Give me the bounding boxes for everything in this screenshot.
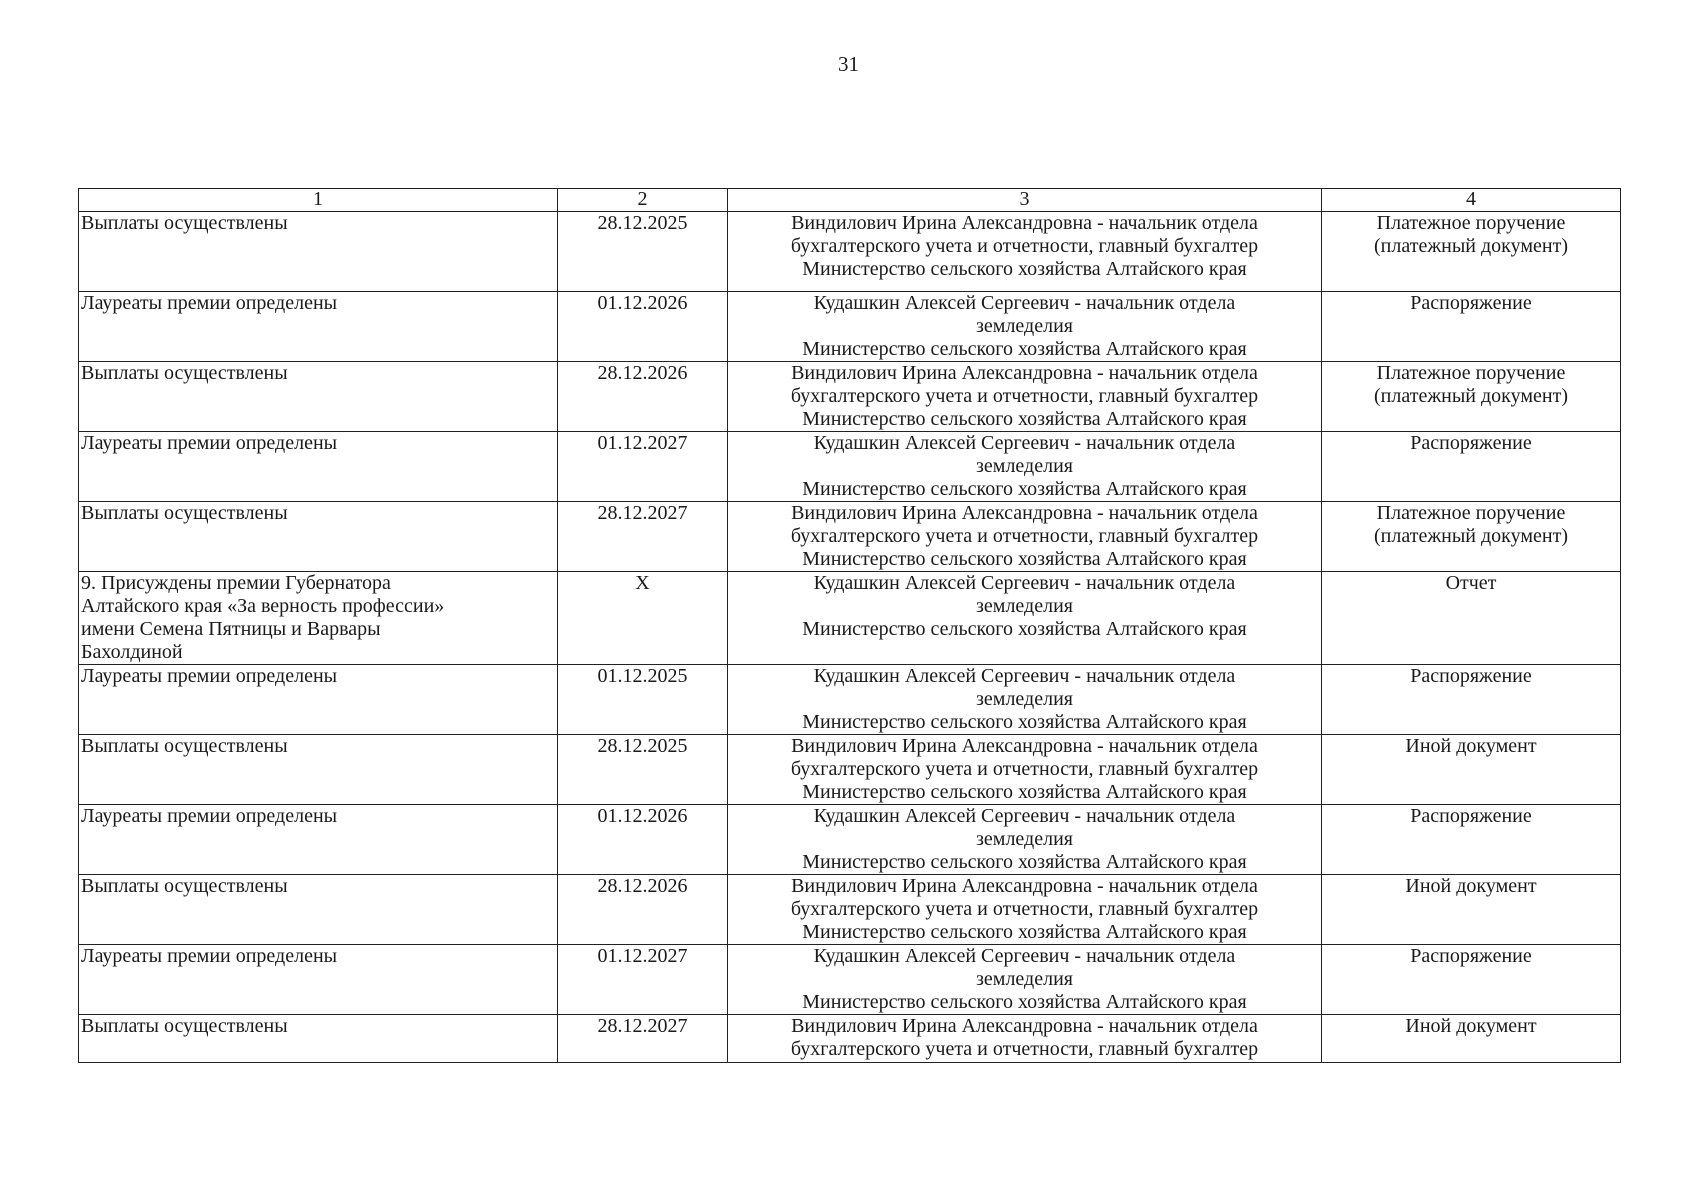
date-cell: 28.12.2025 bbox=[558, 212, 728, 292]
date-cell: 28.12.2027 bbox=[558, 1015, 728, 1063]
event-text: Бахолдиной bbox=[81, 641, 183, 663]
responsible-cell bbox=[728, 945, 1322, 1015]
table-row bbox=[79, 805, 1621, 875]
document-cell bbox=[1322, 432, 1621, 502]
column-header-1: 1 bbox=[79, 189, 558, 212]
event-text: Лауреаты премии определены bbox=[81, 945, 338, 967]
event-text: Лауреаты премии определены bbox=[81, 432, 338, 454]
responsible-text: Кудашкин Алексей Сергеевич - начальник отдела bbox=[813, 805, 1236, 827]
document-cell bbox=[1322, 735, 1621, 805]
document-text: Платежное поручение bbox=[1376, 212, 1566, 234]
table-row bbox=[79, 432, 1621, 502]
event-text: Лауреаты премии определены bbox=[81, 665, 338, 687]
responsible-text: Министерство сельского хозяйства Алтайского края bbox=[802, 478, 1247, 500]
event-text: Выплаты осуществлены bbox=[81, 875, 288, 897]
event-text: Выплаты осуществлены bbox=[81, 502, 288, 524]
responsible-text: Министерство сельского хозяйства Алтайского края bbox=[802, 258, 1247, 280]
event-cell bbox=[79, 292, 558, 362]
date-cell: 01.12.2027 bbox=[558, 432, 728, 502]
document-text: Иной документ bbox=[1405, 735, 1537, 757]
responsible-text: Виндилович Ирина Александровна - начальник отдела bbox=[791, 502, 1258, 524]
document-cell bbox=[1322, 1015, 1621, 1063]
responsible-text: Виндилович Ирина Александровна - начальник отдела bbox=[791, 1015, 1258, 1037]
table-row bbox=[79, 572, 1621, 665]
responsible-text: земледелия bbox=[976, 688, 1073, 710]
responsible-cell bbox=[728, 432, 1322, 502]
responsible-cell bbox=[728, 502, 1322, 572]
document-cell bbox=[1322, 665, 1621, 735]
date-cell: X bbox=[558, 572, 728, 665]
responsible-cell bbox=[728, 572, 1322, 665]
document-text: Распоряжение bbox=[1410, 805, 1532, 827]
event-cell bbox=[79, 572, 558, 665]
document-text: Иной документ bbox=[1405, 875, 1537, 897]
responsible-text: Кудашкин Алексей Сергеевич - начальник отдела bbox=[813, 572, 1236, 594]
date-cell: 01.12.2026 bbox=[558, 805, 728, 875]
responsible-text: земледелия bbox=[976, 595, 1073, 617]
document-text: (платежный документ) bbox=[1374, 525, 1568, 547]
table-row bbox=[79, 502, 1621, 572]
date-cell: 01.12.2026 bbox=[558, 292, 728, 362]
event-cell bbox=[79, 735, 558, 805]
document-cell bbox=[1322, 805, 1621, 875]
responsible-text: Министерство сельского хозяйства Алтайского края bbox=[802, 851, 1247, 873]
column-header-4: 4 bbox=[1322, 189, 1621, 212]
event-text: Лауреаты премии определены bbox=[81, 805, 338, 827]
document-cell bbox=[1322, 502, 1621, 572]
responsible-text: Виндилович Ирина Александровна - начальник отдела bbox=[791, 212, 1258, 234]
document-cell bbox=[1322, 292, 1621, 362]
responsible-text: бухгалтерского учета и отчетности, главный бухгалтер bbox=[790, 898, 1259, 920]
document-text: Распоряжение bbox=[1410, 432, 1532, 454]
event-text: Алтайского края «За верность профессии» bbox=[81, 595, 445, 617]
event-text: Лауреаты премии определены bbox=[81, 292, 338, 314]
table-row bbox=[79, 945, 1621, 1015]
document-text: Платежное поручение bbox=[1376, 362, 1566, 384]
responsible-cell bbox=[728, 1015, 1322, 1063]
responsible-text: бухгалтерского учета и отчетности, главный бухгалтер bbox=[790, 235, 1259, 257]
event-cell bbox=[79, 945, 558, 1015]
responsible-text: Министерство сельского хозяйства Алтайского края bbox=[802, 711, 1247, 733]
responsible-text: Кудашкин Алексей Сергеевич - начальник отдела bbox=[813, 432, 1236, 454]
responsible-text: Кудашкин Алексей Сергеевич - начальник отдела bbox=[813, 945, 1236, 967]
event-cell bbox=[79, 665, 558, 735]
event-text: 9. Присуждены премии Губернатора bbox=[81, 572, 391, 594]
table-row bbox=[79, 212, 1621, 292]
responsible-text: Кудашкин Алексей Сергеевич - начальник отдела bbox=[813, 665, 1236, 687]
date-cell: 28.12.2025 bbox=[558, 735, 728, 805]
responsible-text: Министерство сельского хозяйства Алтайского края bbox=[802, 408, 1247, 430]
date-cell: 01.12.2025 bbox=[558, 665, 728, 735]
responsible-text: Министерство сельского хозяйства Алтайского края bbox=[802, 991, 1247, 1013]
page-number: 31 bbox=[838, 52, 859, 76]
responsible-text: бухгалтерского учета и отчетности, главный бухгалтер bbox=[790, 385, 1259, 407]
responsible-text: Министерство сельского хозяйства Алтайского края bbox=[802, 921, 1247, 943]
document-cell bbox=[1322, 212, 1621, 292]
responsible-text: Кудашкин Алексей Сергеевич - начальник отдела bbox=[813, 292, 1236, 314]
event-text: Выплаты осуществлены bbox=[81, 362, 288, 384]
event-cell bbox=[79, 362, 558, 432]
responsible-text: Министерство сельского хозяйства Алтайского края bbox=[802, 781, 1247, 803]
table-row bbox=[79, 665, 1621, 735]
responsible-cell bbox=[728, 292, 1322, 362]
document-cell bbox=[1322, 572, 1621, 665]
event-text: Выплаты осуществлены bbox=[81, 1015, 288, 1037]
column-header-2: 2 bbox=[558, 189, 728, 212]
responsible-cell bbox=[728, 665, 1322, 735]
event-cell bbox=[79, 1015, 558, 1063]
header-row bbox=[79, 189, 1621, 212]
responsible-cell bbox=[728, 875, 1322, 945]
document-cell bbox=[1322, 362, 1621, 432]
table-row bbox=[79, 735, 1621, 805]
table-row bbox=[79, 292, 1621, 362]
responsible-text: Министерство сельского хозяйства Алтайского края bbox=[802, 338, 1247, 360]
document-text: Иной документ bbox=[1405, 1015, 1537, 1037]
table-row bbox=[79, 1015, 1621, 1063]
responsible-text: Виндилович Ирина Александровна - начальник отдела bbox=[791, 875, 1258, 897]
responsible-text: земледелия bbox=[976, 315, 1073, 337]
responsible-text: Виндилович Ирина Александровна - начальник отдела bbox=[791, 362, 1258, 384]
responsible-cell bbox=[728, 735, 1322, 805]
responsible-text: бухгалтерского учета и отчетности, главный бухгалтер bbox=[790, 758, 1259, 780]
responsible-text: земледелия bbox=[976, 455, 1073, 477]
document-text: Распоряжение bbox=[1410, 945, 1532, 967]
event-cell bbox=[79, 212, 558, 292]
event-cell bbox=[79, 432, 558, 502]
document-text: (платежный документ) bbox=[1374, 385, 1568, 407]
event-text: Выплаты осуществлены bbox=[81, 735, 288, 757]
responsible-text: Виндилович Ирина Александровна - начальник отдела bbox=[791, 735, 1258, 757]
column-header-3: 3 bbox=[728, 189, 1322, 212]
document-text: Распоряжение bbox=[1410, 665, 1532, 687]
event-cell bbox=[79, 805, 558, 875]
responsible-text: земледелия bbox=[976, 968, 1073, 990]
responsible-text: земледелия bbox=[976, 828, 1073, 850]
event-text: Выплаты осуществлены bbox=[81, 212, 288, 234]
responsible-cell bbox=[728, 362, 1322, 432]
date-cell: 28.12.2026 bbox=[558, 875, 728, 945]
date-cell: 28.12.2026 bbox=[558, 362, 728, 432]
event-cell bbox=[79, 875, 558, 945]
responsible-cell bbox=[728, 212, 1322, 292]
plan-table bbox=[78, 188, 1621, 1063]
responsible-text: бухгалтерского учета и отчетности, главный бухгалтер bbox=[790, 525, 1259, 547]
date-cell: 01.12.2027 bbox=[558, 945, 728, 1015]
responsible-text: бухгалтерского учета и отчетности, главный бухгалтер bbox=[790, 1038, 1259, 1060]
responsible-cell bbox=[728, 805, 1322, 875]
document-cell bbox=[1322, 875, 1621, 945]
document-text: Платежное поручение bbox=[1376, 502, 1566, 524]
document-text: Отчет bbox=[1445, 572, 1497, 594]
document-text: Распоряжение bbox=[1410, 292, 1532, 314]
responsible-text: Министерство сельского хозяйства Алтайского края bbox=[802, 548, 1247, 570]
date-cell: 28.12.2027 bbox=[558, 502, 728, 572]
table-row bbox=[79, 875, 1621, 945]
table-row bbox=[79, 362, 1621, 432]
event-cell bbox=[79, 502, 558, 572]
document-text: (платежный документ) bbox=[1374, 235, 1568, 257]
responsible-text: Министерство сельского хозяйства Алтайского края bbox=[802, 618, 1247, 640]
document-cell bbox=[1322, 945, 1621, 1015]
event-text: имени Семена Пятницы и Варвары bbox=[81, 618, 381, 640]
